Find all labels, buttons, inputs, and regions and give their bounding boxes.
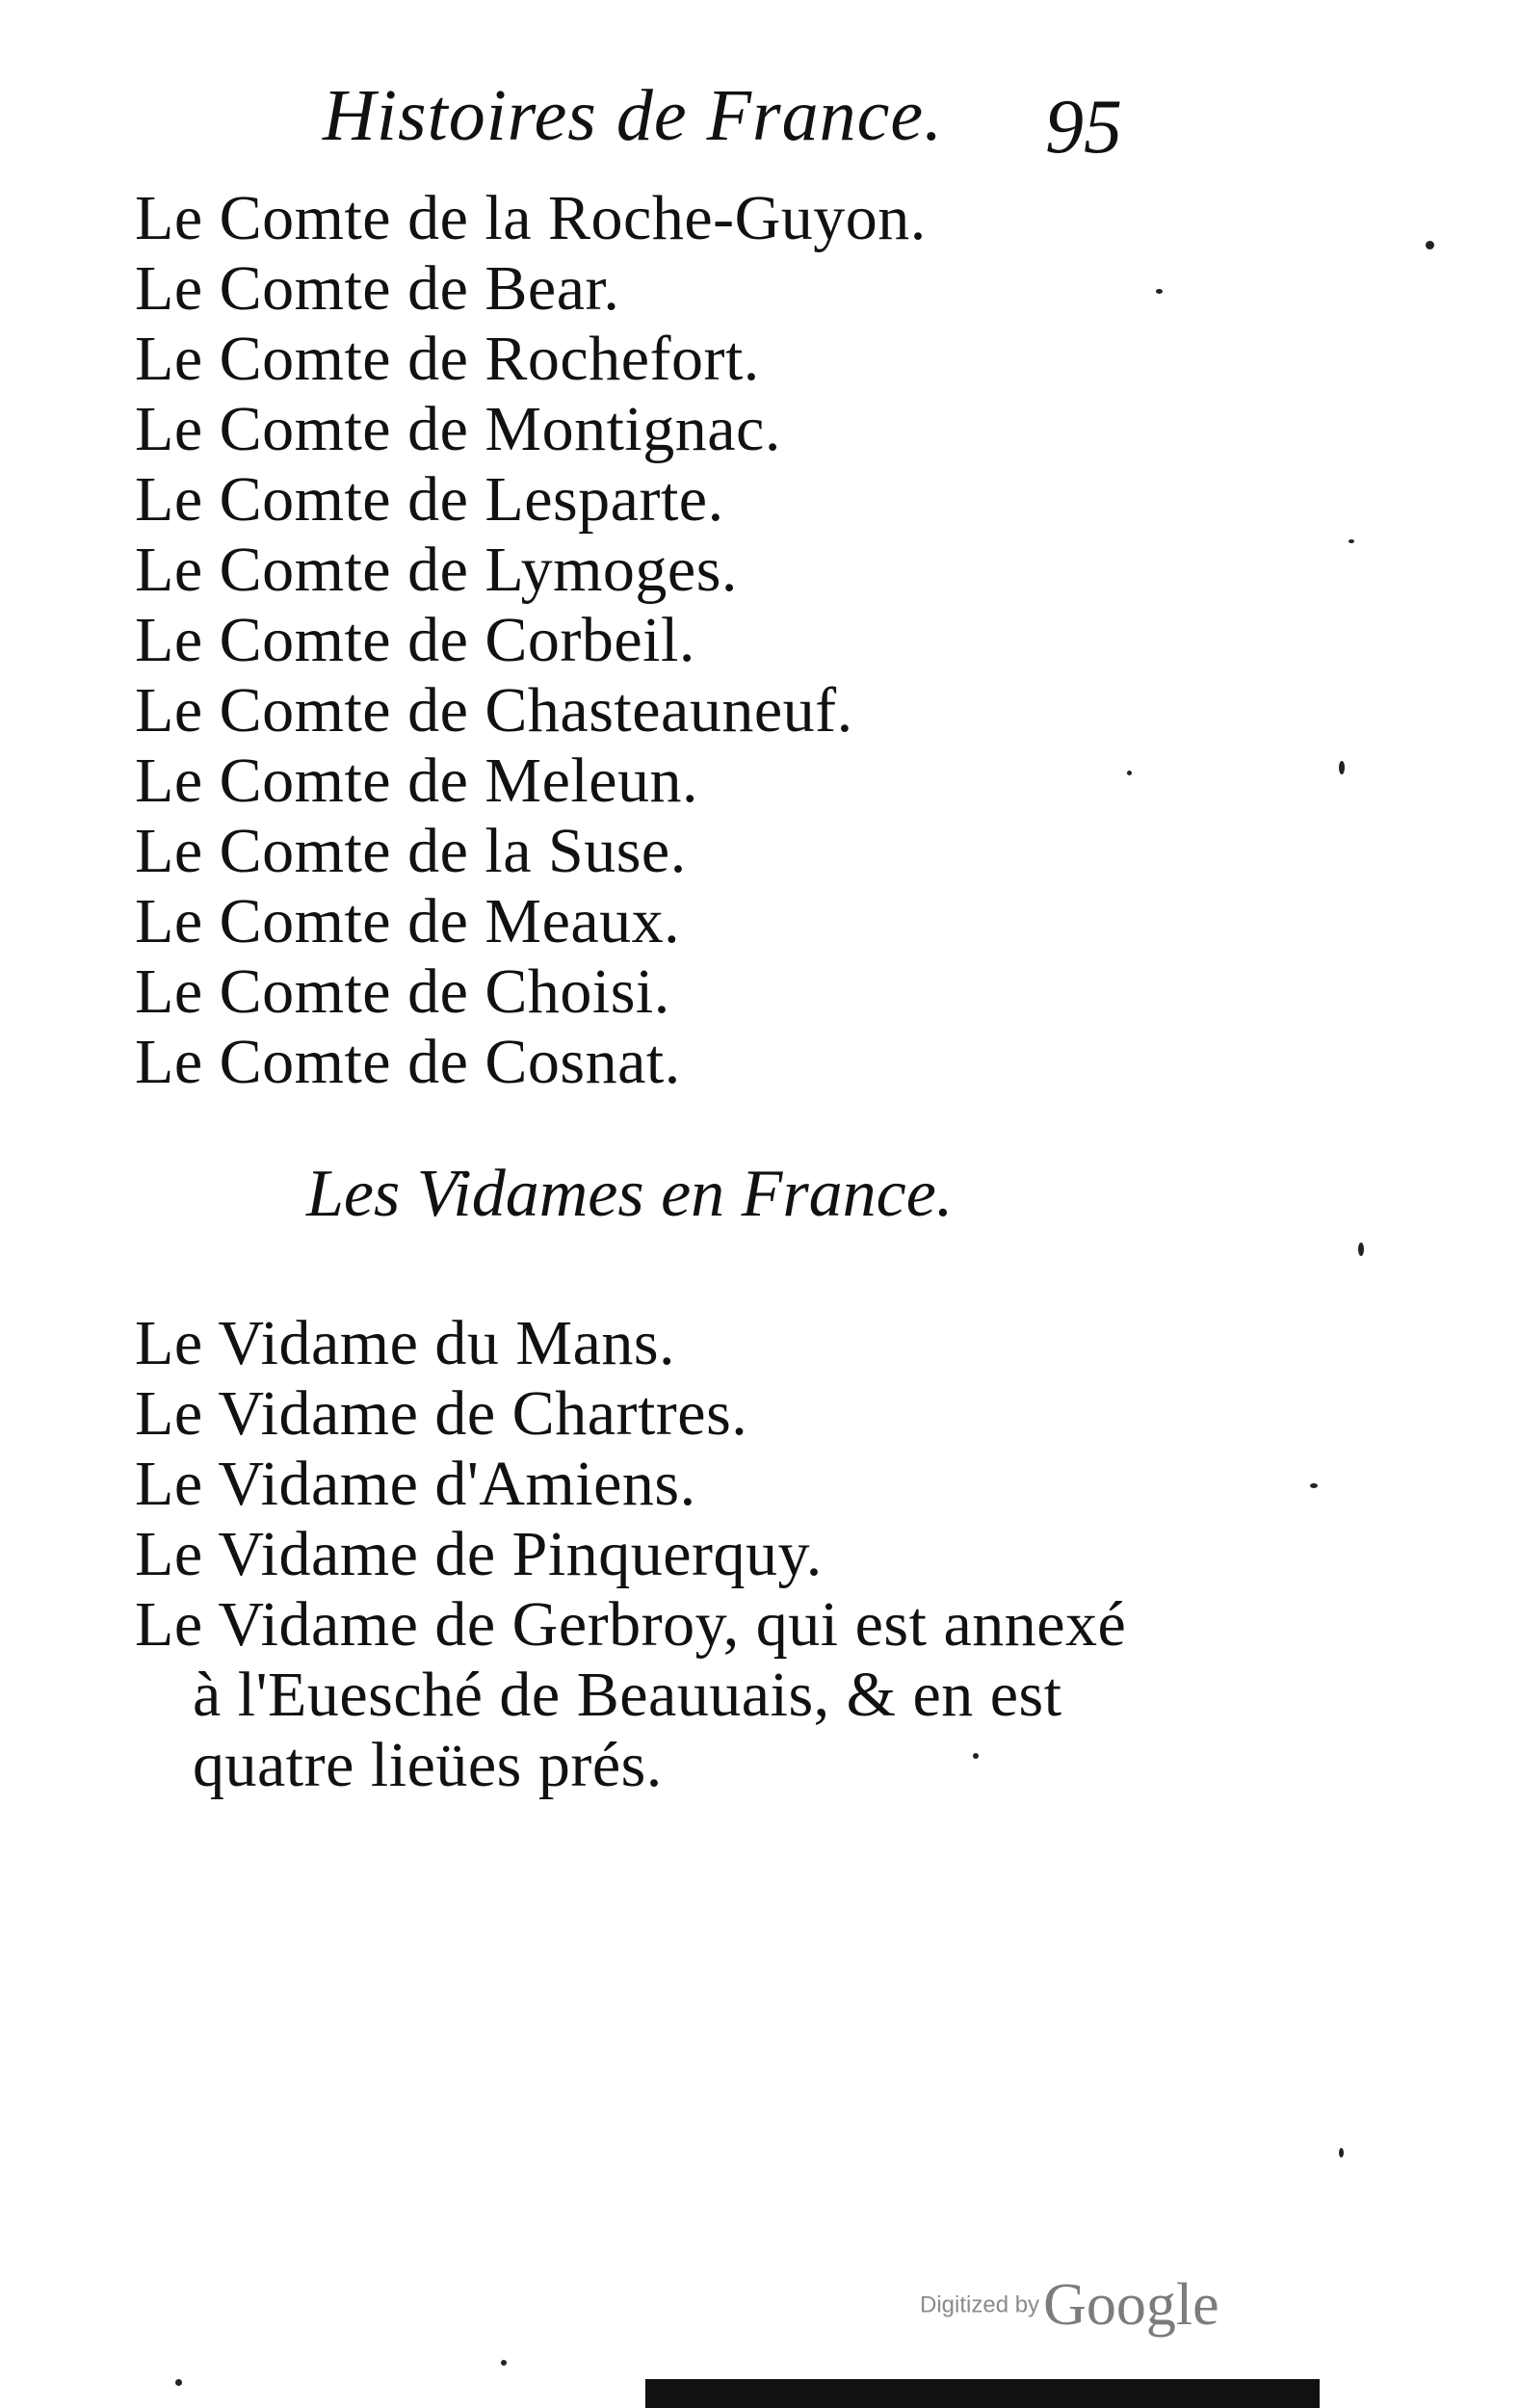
page-number: 95	[1045, 85, 1122, 170]
scan-speck	[1358, 1243, 1364, 1256]
list-item: Le Comte de Corbeil.	[135, 605, 695, 675]
list-item: Le Comte de Lesparte.	[135, 464, 724, 535]
scan-speck	[501, 2360, 507, 2366]
list-item: Le Vidame de Pinquerquy.	[135, 1519, 823, 1589]
scan-speck	[1156, 289, 1163, 294]
list-item: Le Comte de Choisi.	[135, 956, 670, 1027]
list-item: Le Comte de Montignac.	[135, 394, 781, 464]
scan-speck	[1339, 761, 1345, 774]
list-item: Le Comte de Meleun.	[135, 746, 699, 816]
scan-speck	[1349, 539, 1354, 543]
scan-speck	[1127, 771, 1132, 775]
scan-speck	[1310, 1483, 1318, 1488]
scan-edge-bar	[645, 2379, 1320, 2408]
list-item: Le Comte de Meaux.	[135, 886, 681, 956]
list-item-continuation: quatre lieües prés.	[193, 1730, 663, 1800]
list-item: Le Vidame d'Amiens.	[135, 1449, 696, 1519]
list-item: Le Comte de la Roche-Guyon.	[135, 183, 927, 253]
scan-speck	[175, 2379, 182, 2386]
scan-speck	[1339, 2148, 1344, 2158]
google-logo: Google	[1043, 2272, 1219, 2338]
running-title: Histoires de France.	[323, 75, 944, 156]
list-item: Le Comte de Cosnat.	[135, 1027, 681, 1097]
comtes-list	[135, 183, 927, 1097]
list-item-continuation: à l'Euesché de Beauuais, & en est	[193, 1660, 1062, 1730]
list-item: Le Vidame du Mans.	[135, 1308, 676, 1378]
digitized-prefix: Digitized by	[920, 2291, 1040, 2318]
digitized-watermark	[920, 2271, 1219, 2340]
vidames-list	[135, 1308, 1126, 1800]
list-item: Le Comte de la Suse.	[135, 816, 687, 886]
list-item: Le Comte de Rochefort.	[135, 324, 760, 394]
list-item: Le Vidame de Gerbroy, qui est annexé	[135, 1589, 1127, 1660]
list-item: Le Comte de Lymoges.	[135, 535, 738, 605]
scan-speck	[1426, 241, 1434, 249]
scan-speck	[973, 1753, 979, 1759]
section-heading: Les Vidames en France.	[306, 1157, 954, 1231]
list-item: Le Comte de Chasteauneuf.	[135, 675, 853, 746]
list-item: Le Vidame de Chartres.	[135, 1378, 748, 1449]
list-item: Le Comte de Bear.	[135, 253, 620, 324]
